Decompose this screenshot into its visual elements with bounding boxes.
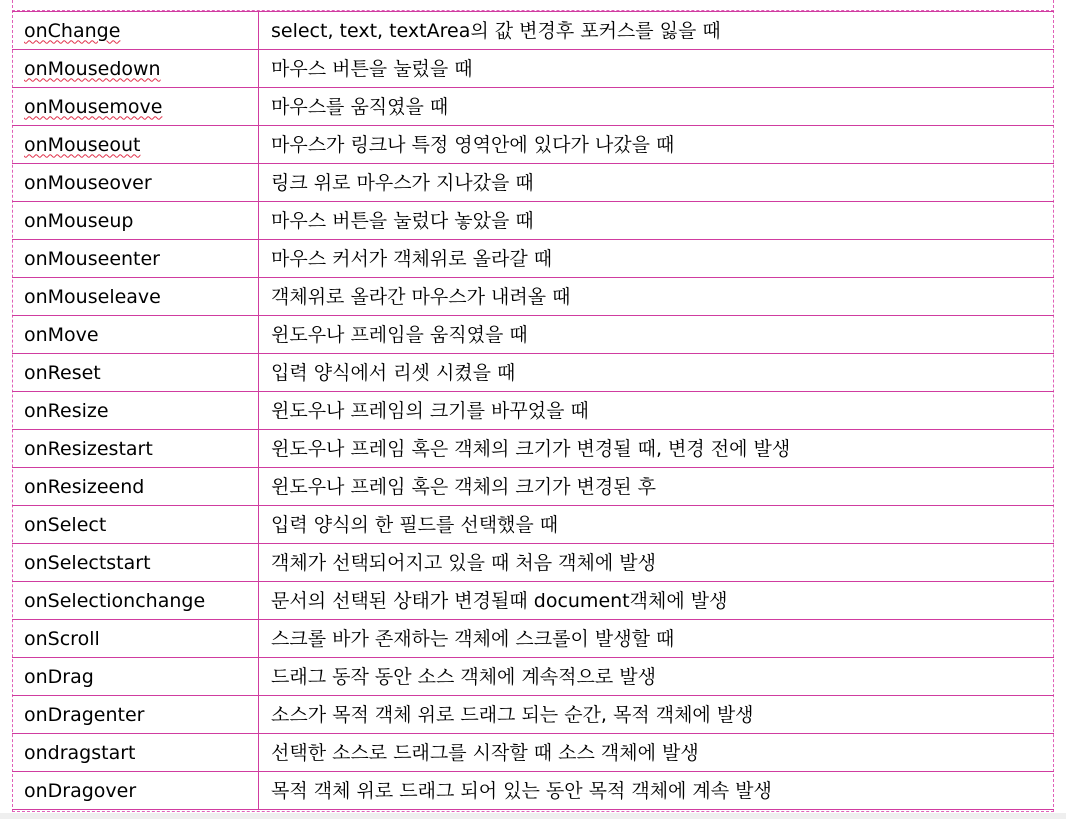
event-name-cell[interactable] bbox=[12, 12, 259, 50]
event-name-cell[interactable] bbox=[12, 278, 259, 316]
event-description-cell[interactable] bbox=[259, 278, 1055, 316]
event-description: 마우스 버튼을 눌렀을 때 bbox=[271, 57, 473, 80]
event-name-cell[interactable] bbox=[12, 468, 259, 506]
event-description: 문서의 선택된 상태가 변경될때 document객체에 발생 bbox=[271, 589, 728, 612]
event-name: onResize bbox=[24, 399, 109, 422]
event-name-cell[interactable] bbox=[12, 430, 259, 468]
event-name: onMove bbox=[24, 323, 99, 346]
table-row bbox=[12, 696, 1054, 734]
table-row bbox=[12, 734, 1054, 772]
page-boundary-bottom bbox=[12, 811, 1054, 812]
event-description-cell[interactable] bbox=[259, 658, 1055, 696]
event-description: 마우스 커서가 객체위로 올라갈 때 bbox=[271, 247, 553, 270]
table-row bbox=[12, 126, 1054, 164]
event-name: onResizestart bbox=[24, 437, 153, 460]
event-name: onMouseup bbox=[24, 209, 134, 232]
event-name-cell[interactable] bbox=[12, 772, 259, 810]
table-row bbox=[12, 544, 1054, 582]
event-description: 링크 위로 마우스가 지나갔을 때 bbox=[271, 171, 534, 194]
event-description-cell[interactable] bbox=[259, 316, 1055, 354]
event-description-cell[interactable] bbox=[259, 164, 1055, 202]
event-name: onMousedown bbox=[24, 57, 161, 80]
table-row bbox=[12, 582, 1054, 620]
table-row bbox=[12, 316, 1054, 354]
event-name: onDragover bbox=[24, 779, 137, 802]
event-description-cell[interactable] bbox=[259, 240, 1055, 278]
event-name-cell[interactable] bbox=[12, 696, 259, 734]
event-name-cell[interactable] bbox=[12, 126, 259, 164]
event-description: 스크롤 바가 존재하는 객체에 스크롤이 발생할 때 bbox=[271, 627, 675, 650]
event-name: onMouseover bbox=[24, 171, 152, 194]
event-name: onDragenter bbox=[24, 703, 145, 726]
event-name-cell[interactable] bbox=[12, 544, 259, 582]
event-description-cell[interactable] bbox=[259, 734, 1055, 772]
event-description-cell[interactable] bbox=[259, 544, 1055, 582]
event-description-cell[interactable] bbox=[259, 772, 1055, 810]
event-description: 마우스를 움직였을 때 bbox=[271, 95, 449, 118]
event-description: 윈도우나 프레임 혹은 객체의 크기가 변경된 후 bbox=[271, 475, 656, 498]
event-description-cell[interactable] bbox=[259, 354, 1055, 392]
event-name-cell[interactable] bbox=[12, 734, 259, 772]
table-row bbox=[12, 506, 1054, 544]
event-name: onMouseenter bbox=[24, 247, 160, 270]
event-description: 입력 양식의 한 필드를 선택했을 때 bbox=[271, 513, 559, 536]
event-name-cell[interactable] bbox=[12, 392, 259, 430]
event-description: 선택한 소스로 드래그를 시작할 때 소스 객체에 발생 bbox=[271, 741, 699, 764]
event-name: onReset bbox=[24, 361, 101, 384]
event-name-cell[interactable] bbox=[12, 316, 259, 354]
table-row bbox=[12, 468, 1054, 506]
event-description-cell[interactable] bbox=[259, 620, 1055, 658]
event-name: ondragstart bbox=[24, 741, 136, 764]
table-row bbox=[12, 392, 1054, 430]
event-name: onMouseout bbox=[24, 133, 141, 156]
event-description-cell[interactable] bbox=[259, 392, 1055, 430]
event-name-cell[interactable] bbox=[12, 240, 259, 278]
table-row bbox=[12, 278, 1054, 316]
table-row bbox=[12, 430, 1054, 468]
event-name: onMousemove bbox=[24, 95, 163, 118]
table-row bbox=[12, 354, 1054, 392]
event-description: 객체위로 올라간 마우스가 내려올 때 bbox=[271, 285, 571, 308]
event-name: onResizeend bbox=[24, 475, 145, 498]
event-name: onChange bbox=[24, 19, 121, 42]
event-description: 소스가 목적 객체 위로 드래그 되는 순간, 목적 객체에 발생 bbox=[271, 703, 754, 726]
table-row bbox=[12, 772, 1054, 810]
table-row bbox=[12, 202, 1054, 240]
event-description-cell[interactable] bbox=[259, 202, 1055, 240]
event-name-cell[interactable] bbox=[12, 88, 259, 126]
event-description: 윈도우나 프레임을 움직였을 때 bbox=[271, 323, 528, 346]
event-name-cell[interactable] bbox=[12, 658, 259, 696]
event-name: onSelect bbox=[24, 513, 107, 536]
event-name: onMouseleave bbox=[24, 285, 161, 308]
table-row bbox=[12, 50, 1054, 88]
event-description-cell[interactable] bbox=[259, 696, 1055, 734]
event-description: 목적 객체 위로 드래그 되어 있는 동안 목적 객체에 계속 발생 bbox=[271, 779, 772, 802]
event-name: onSelectionchange bbox=[24, 589, 206, 612]
table-row bbox=[12, 240, 1054, 278]
event-name-cell[interactable] bbox=[12, 164, 259, 202]
table-row bbox=[12, 164, 1054, 202]
event-description-cell[interactable] bbox=[259, 12, 1055, 50]
event-name-cell[interactable] bbox=[12, 354, 259, 392]
event-description: select, text, textArea의 값 변경후 포커스를 잃을 때 bbox=[271, 19, 721, 42]
event-name-cell[interactable] bbox=[12, 506, 259, 544]
event-description: 입력 양식에서 리셋 시켰을 때 bbox=[271, 361, 516, 384]
event-table bbox=[12, 11, 1054, 810]
event-name: onDrag bbox=[24, 665, 94, 688]
event-name-cell[interactable] bbox=[12, 202, 259, 240]
event-description-cell[interactable] bbox=[259, 582, 1055, 620]
event-description-cell[interactable] bbox=[259, 430, 1055, 468]
event-description: 윈도우나 프레임의 크기를 바꾸었을 때 bbox=[271, 399, 589, 422]
event-name: onSelectstart bbox=[24, 551, 151, 574]
event-description: 드래그 동작 동안 소스 객체에 계속적으로 발생 bbox=[271, 665, 656, 688]
table-row bbox=[12, 12, 1054, 50]
event-description-cell[interactable] bbox=[259, 50, 1055, 88]
event-description-cell[interactable] bbox=[259, 88, 1055, 126]
table-row bbox=[12, 620, 1054, 658]
event-description: 마우스 버튼을 눌렀다 놓았을 때 bbox=[271, 209, 534, 232]
event-name: onScroll bbox=[24, 627, 100, 650]
event-description-cell[interactable] bbox=[259, 468, 1055, 506]
event-description: 객체가 선택되어지고 있을 때 처음 객체에 발생 bbox=[271, 551, 656, 574]
event-description-cell[interactable] bbox=[259, 506, 1055, 544]
event-name-cell[interactable] bbox=[12, 620, 259, 658]
event-name-cell[interactable] bbox=[12, 50, 259, 88]
event-description: 마우스가 링크나 특정 영역안에 있다가 나갔을 때 bbox=[271, 133, 675, 156]
event-description: 윈도우나 프레임 혹은 객체의 크기가 변경될 때, 변경 전에 발생 bbox=[271, 437, 791, 460]
event-description-cell[interactable] bbox=[259, 126, 1055, 164]
event-name-cell[interactable] bbox=[12, 582, 259, 620]
table-row bbox=[12, 658, 1054, 696]
table-row bbox=[12, 88, 1054, 126]
editor-bottom-bar bbox=[0, 813, 1066, 819]
